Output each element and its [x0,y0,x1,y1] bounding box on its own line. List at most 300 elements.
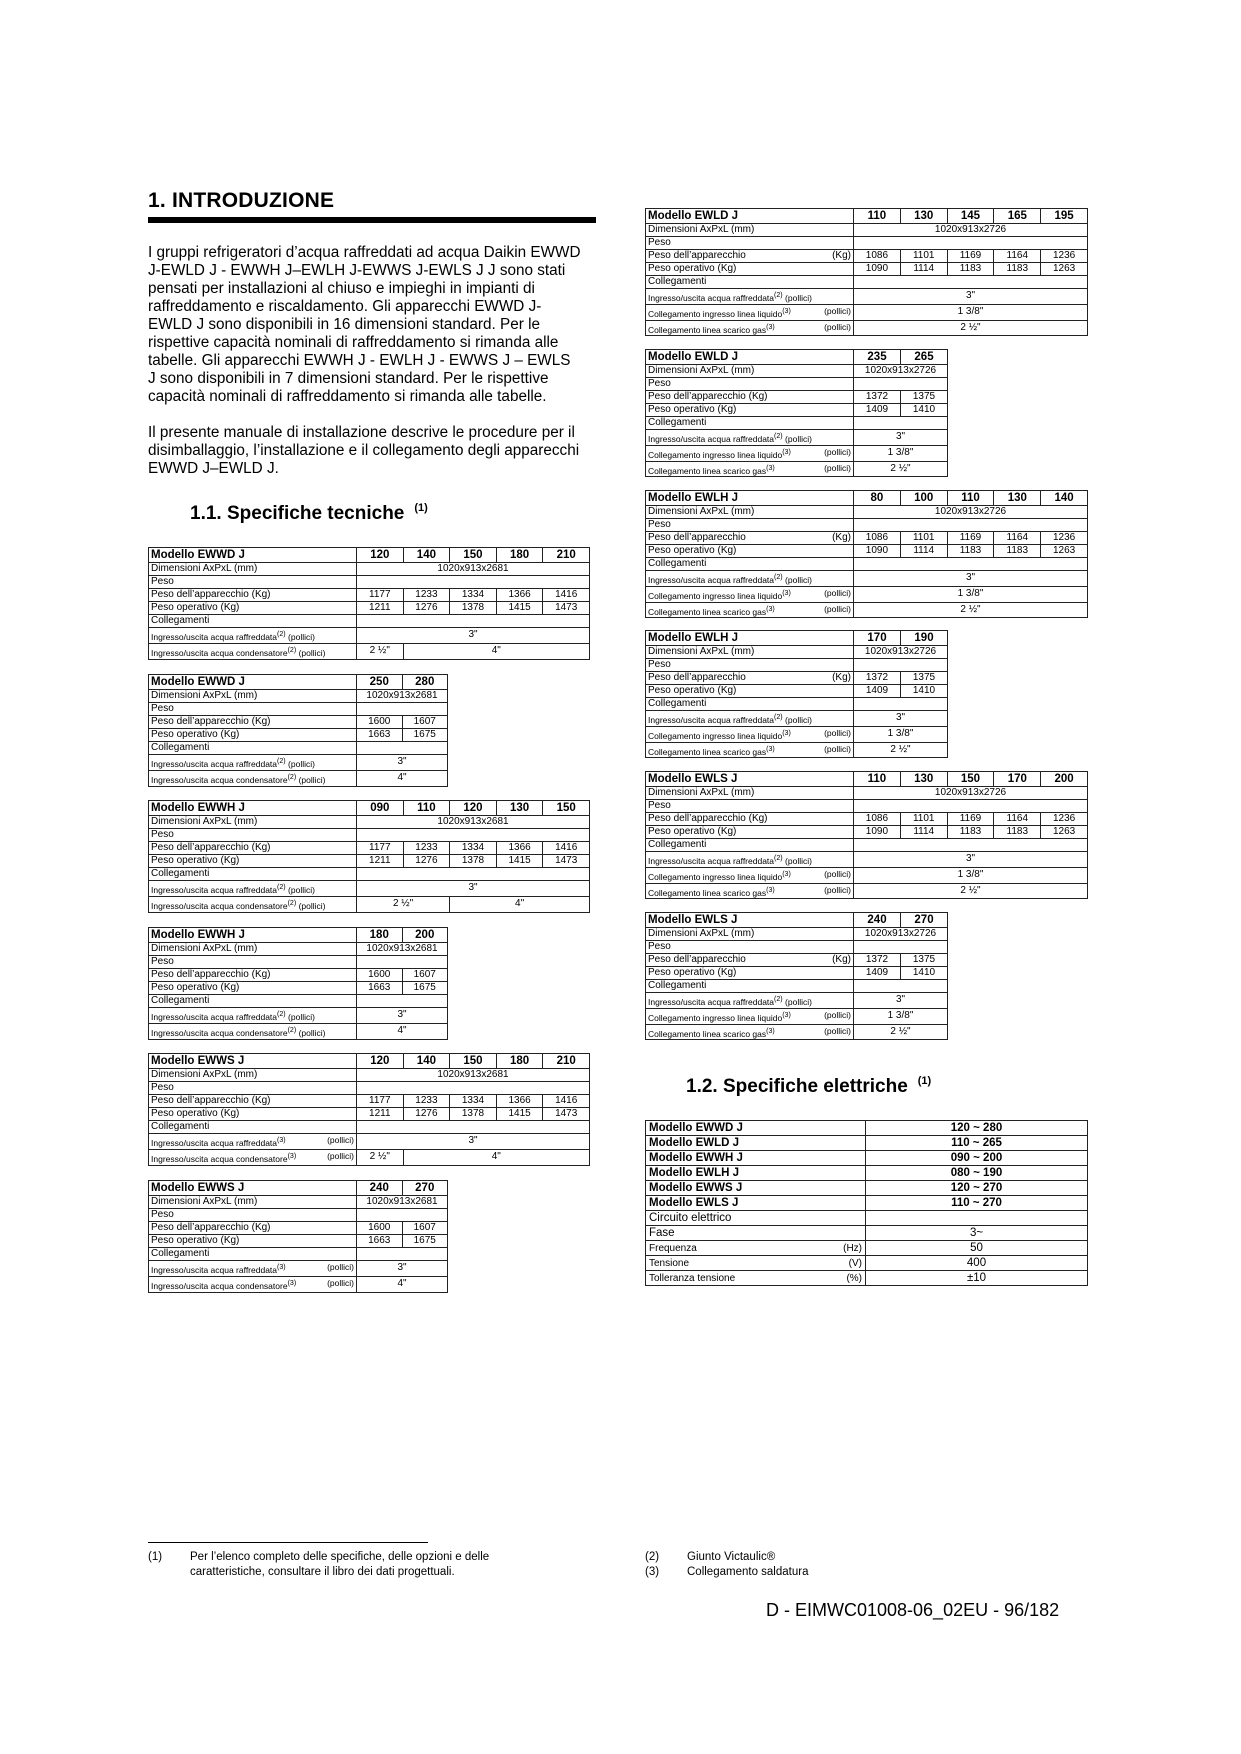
table-cell: 3" [357,1008,448,1024]
table-cell: Frequenza (Hz) [646,1241,866,1256]
table-cell: Peso [149,576,357,589]
table-cell: 1375 [901,391,948,404]
table-cell: 150 [450,1054,497,1069]
footnote-3: (3) Collegamento saldatura [645,1566,809,1578]
table-cell: Peso dell’apparecchio (Kg) [646,391,854,404]
table-cell: 110 ~ 270 [866,1196,1088,1211]
table-cell: 1169 [947,250,994,263]
table-cell: Dimensioni AxPxL (mm) [646,787,854,800]
table-cell: 080 ~ 190 [866,1166,1088,1181]
footnote-1: (1) Per l’elenco completo delle specifiche, delle opzioni e delle caratteristiche, consultare il libro dei dati progettuali. [148,1551,490,1578]
table-cell: Peso dell’apparecchio (Kg) [646,813,854,826]
table-cell [357,1248,448,1261]
table-cell: 400 [866,1256,1088,1271]
table-cell: 1086 [854,250,901,263]
table-ewwd-2 [148,674,448,787]
table-cell: 1366 [496,1095,543,1108]
table-cell: 1177 [357,589,404,602]
table-cell: 1090 [854,545,901,558]
table-cell: 150 [543,801,590,816]
table-cell: Dimensioni AxPxL (mm) [646,928,854,941]
table-cell: 1334 [450,1095,497,1108]
table-cell [866,1211,1088,1226]
table-cell: 1183 [947,826,994,839]
table-cell: Collegamenti [149,1121,357,1134]
table-cell: 1164 [994,250,1041,263]
table-cell: 1020x913x2681 [357,1196,448,1209]
table-cell [854,558,1088,571]
table-cell: Peso [149,1209,357,1222]
table-cell: 1101 [900,250,947,263]
table-cell: 80 [854,491,901,506]
table-cell: Modello EWLS J [646,913,854,928]
table-cell: Ingresso/uscita acqua raffreddata$^{(2)}$ (pollici) [646,852,854,868]
table-cell: Modello EWWS J [149,1181,357,1196]
table-cell: 200 [402,928,448,943]
table-cell [357,956,448,969]
intro-paragraph-2: Il presente manuale di installazione descrive le procedure per il disimballaggio, l’installazione e il collegamento degli apparecchi EWWD J–EWLD J. [148,424,580,477]
subsection-tech-title: 1.1. Specifiche tecniche $^{(1)}$ [190,502,428,524]
table-cell: 1020x913x2681 [357,1069,590,1082]
table-cell: 165 [994,209,1041,224]
table-cell: 150 [450,548,497,563]
table-cell: 1366 [496,842,543,855]
table-cell: 110 [403,801,450,816]
table-cell: 1020x913x2726 [854,928,948,941]
table-cell: 1090 [854,263,901,276]
table-cell: 1020x913x2726 [854,646,948,659]
table-cell: 110 ~ 265 [866,1136,1088,1151]
table-cell: 2 ½" [854,461,948,477]
table-cell: 250 [357,675,403,690]
table-cell: Collegamento linea scarico gas$^{(3)}$ (pollici) [646,461,854,477]
table-cell: 1372 [854,391,901,404]
table-cell: Ingresso/uscita acqua raffreddata$^{(2)}$ (pollici) [646,430,854,446]
table-cell: Collegamento linea scarico gas$^{(3)}$ (pollici) [646,320,854,336]
table-electrical [645,1120,1088,1286]
table-cell: 1663 [357,982,403,995]
table-cell: 3~ [866,1226,1088,1241]
table-cell: 1233 [403,589,450,602]
table-cell [854,800,1088,813]
table-cell: Dimensioni AxPxL (mm) [149,563,357,576]
table-cell: 1114 [900,826,947,839]
table-cell: Ingresso/uscita acqua raffreddata$^{(2)}$ (pollici) [646,571,854,587]
table-cell: 130 [994,491,1041,506]
table-cell: Dimensioni AxPxL (mm) [646,224,854,237]
table-ewwh-1 [148,800,590,913]
table-cell: Collegamento ingresso linea liquido$^{(3)}$ (pollici) [646,867,854,883]
table-cell: 1177 [357,842,404,855]
table-ewld-1 [645,208,1088,336]
table-cell: Collegamento linea scarico gas$^{(3)}$ (pollici) [646,602,854,618]
table-cell: Collegamento ingresso linea liquido$^{(3)}$ (pollici) [646,304,854,320]
intro-paragraph-1: I gruppi refrigeratori d’acqua raffreddati ad acqua Daikin EWWD J-EWLD J - EWWH J–EWLH J-EWWS J-EWLS J J sono stati pensati per installazioni al chiuso e impieghi in impianti di raffreddamento e riscaldamento. Gli apparecchi EWWD J- EWLD J sono disponibili in 16 dimensioni standard. Per le rispettive capacità nominali di raffreddamento si rimanda alle tabelle. Gli apparecchi EWWH J - EWLH J - EWWS J – EWLS J sono disponibili in 7 dimensioni standard. Per le rispettive capacità nominali di raffreddamento si rimanda alle tabelle. [148,244,581,405]
table-cell: Peso operativo (Kg) [149,982,357,995]
table-cell: 1183 [994,826,1041,839]
table-cell: 1090 [854,826,901,839]
table-cell: Ingresso/uscita acqua raffreddata$^{(3)}$ (pollici) [149,1261,357,1277]
table-cell: Ingresso/uscita acqua condensatore$^{(2)}$ (pollici) [149,770,357,786]
table-cell: Ingresso/uscita acqua raffreddata$^{(2)}$ (pollici) [149,1008,357,1024]
table-cell: 1378 [450,855,497,868]
table-cell: 1236 [1041,250,1088,263]
table-cell: 145 [947,209,994,224]
table-cell: 1114 [900,545,947,558]
table-cell: Modello EWLS J [646,772,854,787]
table-cell: 2 ½" [854,742,948,758]
table-cell: Ingresso/uscita acqua condensatore$^{(2)}$ (pollici) [149,1023,357,1039]
table-cell: Peso [646,800,854,813]
table-cell: 1183 [947,263,994,276]
table-cell: Modello EWLD J [646,350,854,365]
table-cell: 4" [450,896,590,912]
footnote-2: (2) Giunto Victaulic® [645,1551,776,1563]
table-cell: 1164 [994,813,1041,826]
table-cell: Dimensioni AxPxL (mm) [149,943,357,956]
table-cell [357,1121,590,1134]
table-cell: Collegamento linea scarico gas$^{(3)}$ (pollici) [646,1024,854,1040]
table-cell: Collegamenti [149,615,357,628]
table-cell: 1607 [402,1222,448,1235]
table-cell: 3" [357,755,448,771]
table-cell: Collegamenti [646,276,854,289]
table-cell: 50 [866,1241,1088,1256]
table-cell: 1415 [496,602,543,615]
table-cell: Collegamenti [646,980,854,993]
table-cell: 120 [357,548,404,563]
table-cell: Ingresso/uscita acqua raffreddata$^{(2)}$ (pollici) [149,881,357,897]
subsection-elec-title: 1.2. Specifiche elettriche $^{(1)}$ [686,1075,932,1097]
table-cell: Peso dell’apparecchio (Kg) [149,1222,357,1235]
table-ewlh-1 [645,490,1088,618]
table-cell: 3" [854,289,1088,305]
table-cell: 1416 [543,589,590,602]
table-cell: Dimensioni AxPxL (mm) [646,365,854,378]
table-cell: 1663 [357,1235,403,1248]
table-cell [357,995,448,1008]
table-cell: Modello EWWH J [149,801,357,816]
table-ewlh-2 [645,630,948,758]
table-cell: Modello EWWD J [149,675,357,690]
table-cell: 4" [357,1023,448,1039]
table-cell: 1415 [496,855,543,868]
table-cell: 1 3/8" [854,867,1088,883]
table-cell: Ingresso/uscita acqua condensatore$^{(3)}$ (pollici) [149,1149,357,1165]
table-cell: 1101 [900,532,947,545]
table-cell: Ingresso/uscita acqua raffreddata$^{(2)}$ (pollici) [646,993,854,1009]
table-cell [357,615,590,628]
table-cell: 120 ~ 270 [866,1181,1088,1196]
table-cell: 110 [854,209,901,224]
table-cell: Collegamenti [149,868,357,881]
model-name: Modello EWWD J [149,548,357,563]
table-cell: 180 [357,928,403,943]
table-cell: 1086 [854,532,901,545]
table-cell: 195 [1041,209,1088,224]
table-cell: 3" [357,881,590,897]
table-cell: 120 [357,1054,404,1069]
table-cell: Ingresso/uscita acqua raffreddata$^{(2)}$ (pollici) [646,289,854,305]
table-cell [854,659,948,672]
table-cell [357,829,590,842]
table-cell: Peso dell’apparecchio (Kg) [149,589,357,602]
table-cell: 3" [854,571,1088,587]
table-cell: 1183 [947,545,994,558]
table-cell: 1020x913x2681 [357,943,448,956]
table-cell: Peso dell’apparecchio (Kg) [149,842,357,855]
table-cell: 2 ½" [357,643,404,659]
table-cell: 190 [901,631,948,646]
table-cell: 1 3/8" [854,445,948,461]
table-cell: Peso dell’apparecchio (Kg) [149,716,357,729]
table-cell: Modello EWLD J [646,209,854,224]
table-cell: 1600 [357,1222,403,1235]
table-cell: ±10 [866,1271,1088,1286]
table-cell: Peso operativo (Kg) [646,404,854,417]
table-cell: 120 [450,801,497,816]
table-cell: 240 [357,1181,403,1196]
table-cell: Dimensioni AxPxL (mm) [149,690,357,703]
table-cell: 140 [1041,491,1088,506]
table-cell: Modello EWWS J [149,1054,357,1069]
table-cell: 3" [854,993,948,1009]
table-cell [854,941,948,954]
table-cell: 100 [900,491,947,506]
table-cell: 280 [402,675,448,690]
table-cell: 1020x913x2681 [357,690,448,703]
table-cell: 1409 [854,967,901,980]
table-cell: Collegamenti [149,1248,357,1261]
table-cell: 1101 [900,813,947,826]
table-cell: 1378 [450,1108,497,1121]
table-cell: 1375 [901,954,948,967]
table-cell: 170 [854,631,901,646]
table-ewwh-2 [148,927,448,1040]
table-cell: 1366 [496,589,543,602]
table-cell: 1276 [403,602,450,615]
table-cell: 1473 [543,855,590,868]
table-cell: 1020x913x2726 [854,224,1088,237]
table-cell: Dimensioni AxPxL (mm) [646,646,854,659]
table-cell: Ingresso/uscita acqua condensatore$^{(3)}$ (pollici) [149,1276,357,1292]
table-cell: 3" [357,1134,590,1150]
table-cell: 1675 [402,729,448,742]
table-cell: 235 [854,350,901,365]
table-cell: Modello EWWD J [646,1121,866,1136]
table-cell: 1372 [854,954,901,967]
footnote-rule [148,1542,428,1543]
table-cell: 4" [357,770,448,786]
table-cell [357,1209,448,1222]
table-cell: Peso [149,956,357,969]
table-cell [854,980,948,993]
table-cell: Collegamento linea scarico gas$^{(3)}$ (pollici) [646,742,854,758]
table-cell: Fase [646,1226,866,1241]
table-cell: 1 3/8" [854,1008,948,1024]
table-cell: 1086 [854,813,901,826]
table-cell [357,576,590,589]
table-cell: 3" [854,430,948,446]
table-cell: 130 [900,772,947,787]
table-cell: 1416 [543,842,590,855]
table-cell: 1410 [901,967,948,980]
table-cell: Peso operativo (Kg) [646,685,854,698]
table-cell: 1276 [403,855,450,868]
table-cell: Collegamento linea scarico gas$^{(3)}$ (pollici) [646,883,854,899]
table-cell: Peso dell’apparecchio (Kg) [149,969,357,982]
table-cell: 1607 [402,969,448,982]
table-cell [854,276,1088,289]
table-cell: Modello EWWH J [149,928,357,943]
table-cell: 1020x913x2681 [357,563,590,576]
table-cell: Ingresso/uscita acqua raffreddata$^{(2)}$ (pollici) [149,755,357,771]
table-cell: Modello EWLD J [646,1136,866,1151]
page-number: D - EIMWC01008-06_02EU - 96/182 [766,1600,1060,1620]
table-cell: Tensione (V) [646,1256,866,1271]
table-cell: Peso [646,378,854,391]
table-cell: 1183 [994,263,1041,276]
table-cell: 3" [854,711,948,727]
table-cell: 130 [900,209,947,224]
table-cell: 090 ~ 200 [866,1151,1088,1166]
table-cell: 1211 [357,855,404,868]
table-cell: 2 ½" [854,883,1088,899]
table-cell: 1169 [947,532,994,545]
table-ewws-2 [148,1180,448,1293]
table-cell [854,417,948,430]
table-cell [357,703,448,716]
table-cell: Collegamenti [149,995,357,1008]
table-cell: Circuito elettrico [646,1211,866,1226]
table-cell: 1114 [900,263,947,276]
title-rule [148,217,596,223]
table-cell: 265 [901,350,948,365]
table-cell: 3" [357,628,590,644]
table-cell: 1236 [1041,532,1088,545]
table-cell: 1334 [450,589,497,602]
table-cell: 1675 [402,1235,448,1248]
table-cell: Peso [149,1082,357,1095]
table-cell: 1410 [901,685,948,698]
table-cell: Modello EWWS J [646,1181,866,1196]
table-cell: 1233 [403,842,450,855]
section-title: 1. INTRODUZIONE [148,189,335,212]
table-cell: 180 [496,548,543,563]
table-cell: 240 [854,913,901,928]
table-cell: 3" [854,852,1088,868]
table-cell: Peso dell’apparecchio (Kg) [646,532,854,545]
table-cell: 1675 [402,982,448,995]
table-cell: 170 [994,772,1041,787]
table-cell: 4" [403,1149,589,1165]
table-cell: Peso [149,703,357,716]
table-cell: 1233 [403,1095,450,1108]
table-cell: 4" [357,1276,448,1292]
table-cell: Peso operativo (Kg) [646,826,854,839]
table-cell: Peso dell’apparecchio (Kg) [646,954,854,967]
table-cell: Modello EWLH J [646,631,854,646]
table-cell: 1600 [357,716,403,729]
table-cell: 1169 [947,813,994,826]
table-cell: 1020x913x2681 [357,816,590,829]
table-ewwd-1 [148,547,590,660]
table-cell: 140 [403,1054,450,1069]
table-cell: 1410 [901,404,948,417]
table-cell: Peso [149,829,357,842]
table-ewls-2 [645,912,948,1040]
table-cell: 210 [543,1054,590,1069]
table-cell [854,237,1088,250]
table-cell: Ingresso/uscita acqua raffreddata$^{(3)}$ (pollici) [149,1134,357,1150]
table-cell: 4" [403,643,589,659]
table-cell: Collegamento ingresso linea liquido$^{(3)}$ (pollici) [646,726,854,742]
table-cell: 150 [947,772,994,787]
table-cell: 2 ½" [357,1149,404,1165]
table-cell [854,839,1088,852]
table-cell [357,1082,590,1095]
table-cell: 1020x913x2726 [854,506,1088,519]
table-cell: 1409 [854,404,901,417]
table-cell: 2 ½" [357,896,450,912]
table-ewld-2 [645,349,948,477]
table-cell: 2 ½" [854,1024,948,1040]
table-cell: Ingresso/uscita acqua raffreddata$^{(2)}$ (pollici) [149,628,357,644]
table-cell: 1 3/8" [854,586,1088,602]
table-cell: Collegamento ingresso linea liquido$^{(3)}$ (pollici) [646,445,854,461]
table-cell: 1416 [543,1095,590,1108]
table-cell: Collegamenti [149,742,357,755]
table-cell: 110 [947,491,994,506]
table-cell: 3" [357,1261,448,1277]
table-cell: Peso operativo (Kg) [646,967,854,980]
table-cell: Dimensioni AxPxL (mm) [149,816,357,829]
table-cell: 1276 [403,1108,450,1121]
table-cell: Peso dell’apparecchio (Kg) [646,672,854,685]
table-cell: Collegamenti [646,698,854,711]
table-cell: 1020x913x2726 [854,365,948,378]
table-cell: 270 [901,913,948,928]
table-cell: Peso operativo (Kg) [149,855,357,868]
table-cell: 1177 [357,1095,404,1108]
table-cell [357,742,448,755]
table-cell: 1409 [854,685,901,698]
table-cell: Peso dell’apparecchio (Kg) [646,250,854,263]
table-cell: 1263 [1041,545,1088,558]
table-cell [854,378,948,391]
table-cell: 1473 [543,1108,590,1121]
table-cell: Tolleranza tensione (%) [646,1271,866,1286]
table-cell: 1415 [496,1108,543,1121]
table-cell: Collegamento ingresso linea liquido$^{(3)}$ (pollici) [646,586,854,602]
table-cell: Peso operativo (Kg) [149,602,357,615]
table-cell: 140 [403,548,450,563]
table-cell: 2 ½" [854,602,1088,618]
table-cell: 1183 [994,545,1041,558]
table-cell: 1 3/8" [854,726,948,742]
table-cell: 1334 [450,842,497,855]
table-cell [854,698,948,711]
table-cell: Dimensioni AxPxL (mm) [149,1069,357,1082]
table-cell: 1020x913x2726 [854,787,1088,800]
table-cell: 1211 [357,602,404,615]
table-cell: 1211 [357,1108,404,1121]
table-cell: 1600 [357,969,403,982]
table-cell: 1164 [994,532,1041,545]
table-cell: 180 [496,1054,543,1069]
table-cell: 200 [1041,772,1088,787]
table-cell: Modello EWLH J [646,491,854,506]
